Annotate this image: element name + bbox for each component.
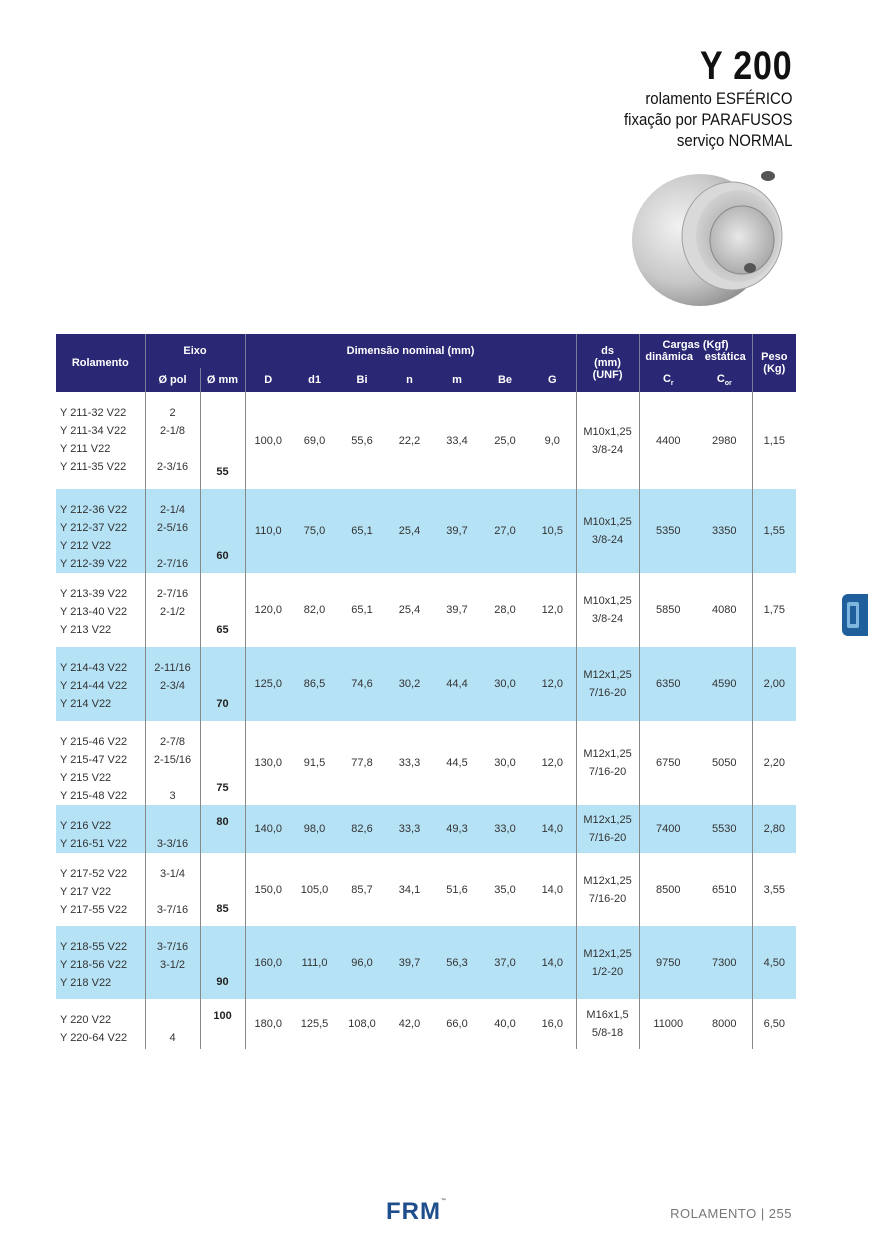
row-dinamica: 5850 bbox=[639, 573, 697, 647]
col-d1: d1 bbox=[291, 368, 338, 392]
row-mm: 100 bbox=[200, 999, 245, 1049]
row-mm: 85 bbox=[200, 853, 245, 926]
row-dinamica: 6750 bbox=[639, 721, 697, 805]
row-D: 130,0 bbox=[245, 721, 291, 805]
row-m: 56,3 bbox=[433, 926, 481, 999]
row-peso: 1,55 bbox=[752, 489, 796, 573]
row-D: 140,0 bbox=[245, 805, 291, 853]
row-estatica: 4590 bbox=[697, 647, 752, 721]
row-n: 34,1 bbox=[398, 883, 421, 896]
table-row bbox=[56, 853, 796, 926]
bearing-image bbox=[628, 162, 798, 310]
specs-table bbox=[56, 334, 796, 1049]
row-n: 30,2 bbox=[386, 647, 433, 721]
row-Bi: 96,0 bbox=[338, 926, 386, 999]
row-n: 22,2 bbox=[398, 434, 421, 447]
row-estatica: 6510 bbox=[712, 883, 737, 896]
row-Bi: 74,6 bbox=[338, 647, 386, 721]
row-D: 160,0 bbox=[245, 926, 291, 999]
col-ds bbox=[576, 334, 639, 392]
row-n: 25,4 bbox=[398, 604, 421, 616]
row-G: 14,0 bbox=[529, 805, 576, 853]
row-mm: 65 bbox=[200, 573, 245, 647]
row-Bi: 82,6 bbox=[338, 805, 386, 853]
row-m: 39,7 bbox=[446, 604, 468, 616]
row-names: Y 213-39 V22 Y 213-40 V22 Y 213 V22 bbox=[60, 588, 128, 636]
row-Be: 30,0 bbox=[494, 757, 516, 769]
ds-unf-label: (UNF) bbox=[592, 369, 623, 381]
row-d1: 125,5 bbox=[300, 1018, 329, 1030]
row-Bi: 65,1 bbox=[338, 489, 386, 573]
estatica-label: estática bbox=[704, 351, 746, 363]
row-Be: 30,0 bbox=[481, 647, 529, 721]
row-estatica: 7300 bbox=[697, 926, 752, 999]
footer-section: ROLAMENTO | 255 bbox=[670, 1206, 792, 1221]
row-D: 100,0 bbox=[245, 392, 291, 489]
row-n: 33,3 bbox=[386, 805, 433, 853]
row-m: 51,6 bbox=[446, 883, 468, 896]
row-Be: 37,0 bbox=[481, 926, 529, 999]
row-names: Y 212-36 V22 Y 212-37 V22 Y 212 V22 Y 212-39 V22 bbox=[56, 489, 145, 573]
row-peso: 6,50 bbox=[752, 999, 796, 1049]
table-row bbox=[56, 489, 796, 573]
frm-logo bbox=[386, 1198, 447, 1226]
row-peso: 1,15 bbox=[752, 392, 796, 489]
row-names: Y 215-46 V22 Y 215-47 V22 Y 215 V22 Y 215-48 V22 bbox=[60, 736, 128, 802]
col-pol: Ø pol bbox=[145, 368, 200, 392]
row-G: 14,0 bbox=[541, 883, 563, 896]
col-dimensao: Dimensão nominal (mm) bbox=[245, 334, 576, 368]
row-peso: 2,80 bbox=[752, 805, 796, 853]
row-peso: 2,20 bbox=[752, 721, 796, 805]
row-Bi: 108,0 bbox=[348, 1018, 376, 1030]
row-ds: M12x1,25 7/16-20 bbox=[576, 853, 639, 926]
col-cor bbox=[697, 368, 752, 392]
section-tab-icon[interactable] bbox=[842, 594, 868, 636]
row-ds: M10x1,25 3/8-24 bbox=[576, 489, 639, 573]
row-names: Y 211-32 V22 Y 211-34 V22 Y 211 V22 Y 211-35 V22 bbox=[60, 407, 127, 473]
row-ds: M12x1,25 7/16-20 bbox=[576, 721, 639, 805]
row-d1: 75,0 bbox=[291, 489, 338, 573]
row-d1: 82,0 bbox=[303, 604, 326, 616]
col-n: n bbox=[386, 368, 433, 392]
row-G: 10,5 bbox=[529, 489, 576, 573]
row-d1: 98,0 bbox=[291, 805, 338, 853]
row-d1: 111,0 bbox=[291, 926, 338, 999]
row-G: 12,0 bbox=[541, 757, 563, 769]
row-D: 150,0 bbox=[245, 853, 291, 926]
table-row bbox=[56, 647, 796, 721]
col-peso bbox=[752, 334, 796, 392]
row-G: 14,0 bbox=[529, 926, 576, 999]
row-Bi: 85,7 bbox=[351, 883, 373, 896]
row-mm: 60 bbox=[200, 489, 245, 573]
row-D: 110,0 bbox=[245, 489, 291, 573]
table-body bbox=[56, 392, 796, 1049]
col-Bi: Bi bbox=[338, 368, 386, 392]
row-names: Y 214-43 V22 Y 214-44 V22 Y 214 V22 bbox=[56, 647, 145, 721]
table-row bbox=[56, 573, 796, 647]
col-D: D bbox=[245, 368, 291, 392]
row-names: Y 217-52 V22 Y 217 V22 Y 217-55 V22 bbox=[60, 868, 128, 916]
ds-label: ds bbox=[601, 345, 614, 357]
row-Be: 25,0 bbox=[494, 434, 516, 447]
row-ds: M12x1,25 7/16-20 bbox=[576, 647, 639, 721]
row-ds: M10x1,25 3/8-24 bbox=[576, 573, 639, 647]
row-dinamica: 4400 bbox=[639, 392, 697, 489]
row-peso: 1,75 bbox=[752, 573, 796, 647]
peso-unit-label: (Kg) bbox=[763, 363, 786, 375]
col-mm: Ø mm bbox=[200, 368, 245, 392]
row-dinamica: 7400 bbox=[639, 805, 697, 853]
row-names: Y 216 V22 Y 216-51 V22 bbox=[56, 805, 145, 853]
cor-sub: or bbox=[724, 380, 732, 388]
table-row bbox=[56, 805, 796, 853]
row-mm: 80 bbox=[200, 805, 245, 853]
col-G: G bbox=[529, 368, 576, 392]
row-G: 12,0 bbox=[541, 604, 563, 616]
row-d1: 105,0 bbox=[300, 883, 329, 896]
dinamica-label: dinâmica bbox=[645, 351, 694, 363]
row-dinamica: 8500 bbox=[639, 853, 697, 926]
row-pol: 2-7/8 2-15/16 3 bbox=[145, 721, 200, 805]
row-ds: M12x1,25 1/2-20 bbox=[576, 926, 639, 999]
row-estatica: 5530 bbox=[697, 805, 752, 853]
row-G: 12,0 bbox=[529, 647, 576, 721]
row-d1: 69,0 bbox=[303, 434, 326, 447]
row-dinamica: 9750 bbox=[639, 926, 697, 999]
col-cargas bbox=[639, 334, 752, 368]
row-mm: 75 bbox=[200, 721, 245, 805]
row-m: 66,0 bbox=[446, 1018, 468, 1030]
row-d1: 86,5 bbox=[291, 647, 338, 721]
row-estatica: 3350 bbox=[697, 489, 752, 573]
row-pol: 3-3/16 bbox=[145, 805, 200, 853]
row-pol: 3-1/4 3-7/16 bbox=[145, 853, 200, 926]
table-row bbox=[56, 999, 796, 1049]
subtitle-line-2: fixação por PARAFUSOS bbox=[623, 110, 792, 129]
row-peso: 2,00 bbox=[752, 647, 796, 721]
row-estatica: 4080 bbox=[712, 604, 737, 616]
row-m: 49,3 bbox=[433, 805, 481, 853]
row-estatica: 2980 bbox=[712, 434, 737, 447]
row-pol: 2-11/16 2-3/4 bbox=[145, 647, 200, 721]
page-title: Y 200 bbox=[699, 44, 792, 88]
row-dinamica: 5350 bbox=[639, 489, 697, 573]
row-m: 44,5 bbox=[446, 757, 468, 769]
row-pol: 2-1/4 2-5/16 2-7/16 bbox=[145, 489, 200, 573]
row-ds: M16x1,5 5/8-18 bbox=[576, 999, 639, 1049]
row-Be: 40,0 bbox=[494, 1018, 516, 1030]
cr-sub: r bbox=[670, 380, 674, 388]
row-n: 33,3 bbox=[398, 757, 421, 769]
row-Be: 33,0 bbox=[481, 805, 529, 853]
row-G: 9,0 bbox=[544, 434, 560, 447]
ds-mm-label: (mm) bbox=[594, 357, 621, 369]
row-Be: 35,0 bbox=[494, 883, 516, 896]
row-estatica: 8000 bbox=[712, 1018, 737, 1030]
row-n: 39,7 bbox=[386, 926, 433, 999]
subtitle-line-1: rolamento ESFÉRICO bbox=[644, 89, 792, 108]
col-eixo: Eixo bbox=[145, 334, 245, 368]
title-block bbox=[601, 44, 792, 151]
row-m: 39,7 bbox=[433, 489, 481, 573]
row-D: 125,0 bbox=[245, 647, 291, 721]
table-row bbox=[56, 392, 796, 489]
row-Bi: 55,6 bbox=[351, 434, 373, 447]
peso-label: Peso bbox=[761, 351, 788, 363]
row-n: 25,4 bbox=[386, 489, 433, 573]
row-G: 16,0 bbox=[541, 1018, 563, 1030]
col-cr bbox=[639, 368, 697, 392]
row-Bi: 77,8 bbox=[351, 757, 373, 769]
row-peso: 3,55 bbox=[752, 853, 796, 926]
row-peso: 4,50 bbox=[752, 926, 796, 999]
row-pol: 2-7/16 2-1/2 bbox=[145, 573, 200, 647]
subtitle-line-3: serviço NORMAL bbox=[676, 131, 792, 150]
col-m: m bbox=[433, 368, 481, 392]
row-estatica: 5050 bbox=[712, 757, 737, 769]
row-pol: 2 2-1/8 2-3/16 bbox=[145, 392, 200, 489]
row-D: 120,0 bbox=[245, 573, 291, 647]
row-mm: 90 bbox=[200, 926, 245, 999]
cr-label: C bbox=[662, 372, 671, 385]
cor-label: C bbox=[716, 372, 725, 385]
table-row bbox=[56, 721, 796, 805]
row-D: 180,0 bbox=[245, 999, 291, 1049]
cargas-label: Cargas (Kgf) bbox=[662, 339, 729, 351]
table-row bbox=[56, 926, 796, 999]
row-dinamica: 6350 bbox=[639, 647, 697, 721]
row-mm: 70 bbox=[200, 647, 245, 721]
row-ds: M12x1,25 7/16-20 bbox=[576, 805, 639, 853]
row-d1: 91,5 bbox=[303, 757, 326, 769]
row-names: Y 218-55 V22 Y 218-56 V22 Y 218 V22 bbox=[56, 926, 145, 999]
logo-mark: ™ bbox=[440, 1198, 447, 1204]
col-Be: Be bbox=[481, 368, 529, 392]
row-ds: M10x1,25 3/8-24 bbox=[576, 392, 639, 489]
row-names: Y 220 V22 Y 220-64 V22 bbox=[60, 1014, 128, 1044]
col-rolamento: Rolamento bbox=[56, 334, 145, 392]
row-mm: 55 bbox=[200, 392, 245, 489]
row-Bi: 65,1 bbox=[351, 604, 373, 616]
row-Be: 27,0 bbox=[481, 489, 529, 573]
row-dinamica: 11000 bbox=[639, 999, 697, 1049]
logo-text: FRM bbox=[386, 1198, 441, 1225]
row-Be: 28,0 bbox=[494, 604, 516, 616]
row-m: 44,4 bbox=[433, 647, 481, 721]
row-n: 42,0 bbox=[398, 1018, 421, 1030]
row-m: 33,4 bbox=[446, 434, 468, 447]
row-pol: 3-7/16 3-1/2 bbox=[145, 926, 200, 999]
row-pol: 4 bbox=[145, 999, 200, 1049]
